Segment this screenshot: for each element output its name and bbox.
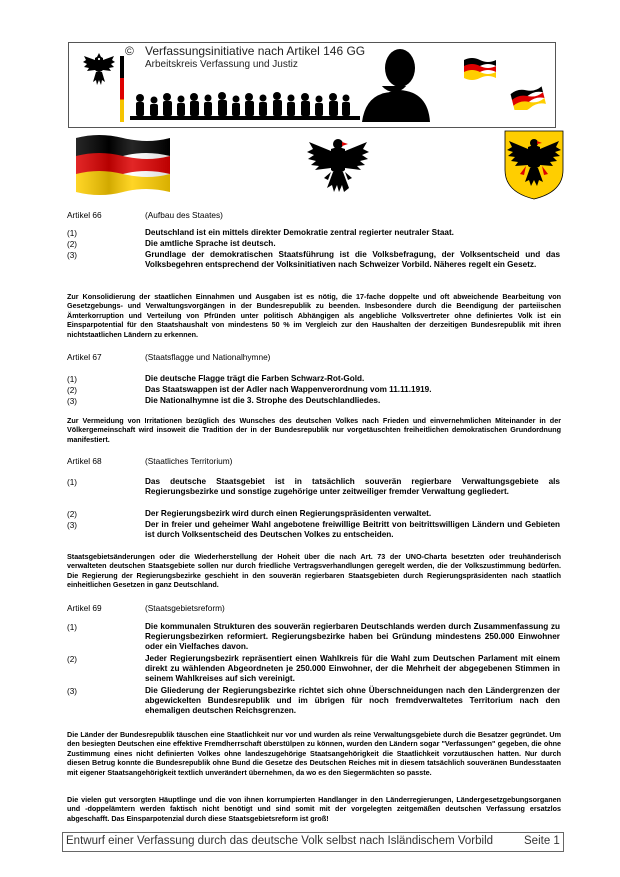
commentary-paragraph: Zur Vermeidung von Irritationen bezüglich des Wunsches des deutschen Volkes nach Frieden und einvernehmlichen Miteinander in der Völkergemeinschaft wird insoweit die Tradition der in der Bundesrepublik nur vorgetäuschten freiheitlichen demokratischen Grundordnung manifestiert. bbox=[67, 416, 561, 444]
paragraph-number: (3) bbox=[67, 251, 78, 260]
waving-flag-icon bbox=[510, 86, 546, 110]
paragraph-text: Die Nationalhymne ist die 3. Strophe des Deutschlandliedes. bbox=[145, 396, 381, 405]
article-title: (Aufbau des Staates) bbox=[145, 210, 223, 220]
article-title: (Staatliches Territorium) bbox=[145, 456, 233, 466]
article-title: (Staatsgebietsreform) bbox=[145, 603, 225, 613]
article-number: Artikel 69 bbox=[67, 603, 102, 613]
commentary-paragraph: Staatsgebietsänderungen oder die Wiederherstellung der Hoheit über die nach Art. 73 der UNO-Charta besetzten oder treuhänderisch verwalteten deutschen Staatsgebiete sollen nur durch friedliche Vertragsverhandlungen geregelt werden, die der Volkszustimmung bedürfen. Die Regierung der Regierungsbezirke geschieht in den souverän regierbaren Staatsgebieten durch Regierungspräsidenten nach staatlich einheitlichen Gesetzen in ganz Deutschland. bbox=[67, 552, 561, 590]
person-silhouette-icon bbox=[370, 40, 430, 122]
header-subtitle: Arbeitskreis Verfassung und Justiz bbox=[145, 59, 298, 70]
federal-eagle-icon bbox=[306, 134, 370, 196]
footer-text: Entwurf einer Verfassung durch das deutsche Volk selbst nach Isländischem Vorbild bbox=[66, 835, 494, 847]
paragraph-number: (2) bbox=[67, 386, 78, 395]
paragraph-text: Die Gliederung der Regierungsbezirke richtet sich ohne Überschneidungen nach den Ländergrenzen der abgewickelten Bundesrepublik und im übrigen für noch fremdverwaltetes Territorium nach den ehemaligen deutschen Reichsgrenzen. bbox=[145, 686, 560, 715]
article-number: Artikel 66 bbox=[67, 210, 102, 220]
paragraph-text: Das deutsche Staatsgebiet ist in tatsächlich souverän regierbare Verwaltungsgebiete als Regierungsbezirke und sonstige zugehörige unter zeitweiliger fremder Verwaltung gegliedert. bbox=[145, 477, 560, 496]
commentary-paragraph: Die Länder der Bundesrepublik täuschen eine Staatlichkeit nur vor und wurden als reine Verwaltungsgebiete durch die Besatzer gegründet. Um den besiegten Deutschen eine effektive Fremdherrschaft überstülpen zu können, wurden den Ländern sogar "Verfassungen" gegeben, die ohne Zustimmung eines nicht definierten Volkes ohne landeszugehörige Staatsangehörigkeit die Staatlichkeit vorzutäuschen hatten. Nur durch diesen Betrug konnte die Bundesrepublik ohne Bund die Gesetze des Deutschen Reiches mit in diesem tatsächlich souveränen Bundesstaaten mit eigener Staatsangehörigkeit textlich unverändert übernehmen, da wo es den Siegermächten so passte. bbox=[67, 730, 561, 777]
paragraph-text: Deutschland ist ein mittels direkter Demokratie zentral regierter neutraler Staat. bbox=[145, 228, 454, 237]
paragraph-number: (1) bbox=[67, 229, 78, 238]
eagle-emblem-icon bbox=[82, 50, 116, 88]
paragraph-text: Die kommunalen Strukturen des souverän regierbaren Deutschlands werden durch Zusammenfassung zu Regierungsbezirken reformiert. Regierungsbezirke haben bei Gründung mindestens 250.000 Einwohner oder ein Vielfaches davon. bbox=[145, 622, 560, 651]
closing-paragraph: Die vielen gut versorgten Häuptlinge und die von ihnen korrumpierten Handlanger in den Länderregierungen, Ländergesetzgebungsorganen und -doppelämtern werden faktisch nicht benötigt und sind somit mit der vorgelegten zeitgemäßen deutschen Verfassung ersatzlos abgeschafft. Das Einsparpotenzial durch diese Staatsgebietsreform ist groß! bbox=[67, 795, 561, 823]
header-title: Verfassungsinitiative nach Artikel 146 GG bbox=[145, 44, 366, 58]
paragraph-text: Die amtliche Sprache ist deutsch. bbox=[145, 239, 276, 248]
paragraph-number: (3) bbox=[67, 397, 78, 406]
paragraph-number: (1) bbox=[67, 478, 78, 487]
article-number: Artikel 67 bbox=[67, 352, 102, 362]
paragraph-text: Die deutsche Flagge trägt die Farben Schwarz-Rot-Gold. bbox=[145, 374, 365, 383]
waving-flag-icon bbox=[462, 56, 498, 80]
commentary-paragraph: Zur Konsolidierung der staatlichen Einnahmen und Ausgaben ist es nötig, die 17-fache doppelte und oft abweichende Bearbeitung von Gesetzgebungs- und Verwaltungsvorgängen in der Bundesrepublik zu beenden. Insbesondere durch die Beendigung der parteiischen Ämterkorruption und Verteilung von Pfründen unter politisch Abhängigen als angebliche Volksvertreter ohne definiertes Volk ist ein Einsparpotential für den Staatshaushalt von mindestens 50 % im Vergleich zur den Haushalten der derzeitigen Bundesrepublik mit ihren nichtstaatlichen Ländern zu erkennen. bbox=[67, 292, 561, 339]
paragraph-text: Grundlage der demokratischen Staatsführung ist die Volksbefragung, der Volksentscheid und das Volksbegehren entsprechend der Volksinitiativen nach Schweizer Vorbild. Näheres regelt ein Gesetz. bbox=[145, 250, 560, 269]
article-title: (Staatsflagge und Nationalhymne) bbox=[145, 352, 271, 362]
copyright-symbol: © bbox=[125, 44, 134, 58]
page-number: Seite 1 bbox=[524, 835, 560, 847]
article-number: Artikel 68 bbox=[67, 456, 102, 466]
paragraph-text: Der in freier und geheimer Wahl angebotene freiwillige Beitritt von beitrittswilligen Ländern und Gebieten ist durch Volksentscheid des Deutschen Volkes zu entscheiden. bbox=[145, 520, 560, 539]
paragraph-text: Das Staatswappen ist der Adler nach Wappenverordnung vom 11.11.1919. bbox=[145, 385, 432, 394]
coat-of-arms-icon bbox=[504, 130, 564, 200]
paragraph-number: (2) bbox=[67, 510, 78, 519]
paragraph-number: (3) bbox=[67, 521, 78, 530]
paragraph-text: Jeder Regierungsbezirk repräsentiert einen Wahlkreis für die Wahl zum Deutschen Parlament mit einem direkt zu wählenden Abgeordneten je 250.000 Einwohner, der die Mehrheit der abgegebenen Stimmen in seinem Wahlkreises auf sich vereinigt. bbox=[145, 654, 560, 683]
paragraph-number: (1) bbox=[67, 623, 78, 632]
paragraph-number: (1) bbox=[67, 375, 78, 384]
paragraph-number: (2) bbox=[67, 655, 78, 664]
flag-stripe bbox=[120, 56, 124, 122]
paragraph-number: (2) bbox=[67, 240, 78, 249]
paragraph-text: Der Regierungsbezirk wird durch einen Regierungspräsidenten verwaltet. bbox=[145, 509, 432, 518]
german-flag-icon bbox=[74, 132, 172, 196]
paragraph-number: (3) bbox=[67, 687, 78, 696]
